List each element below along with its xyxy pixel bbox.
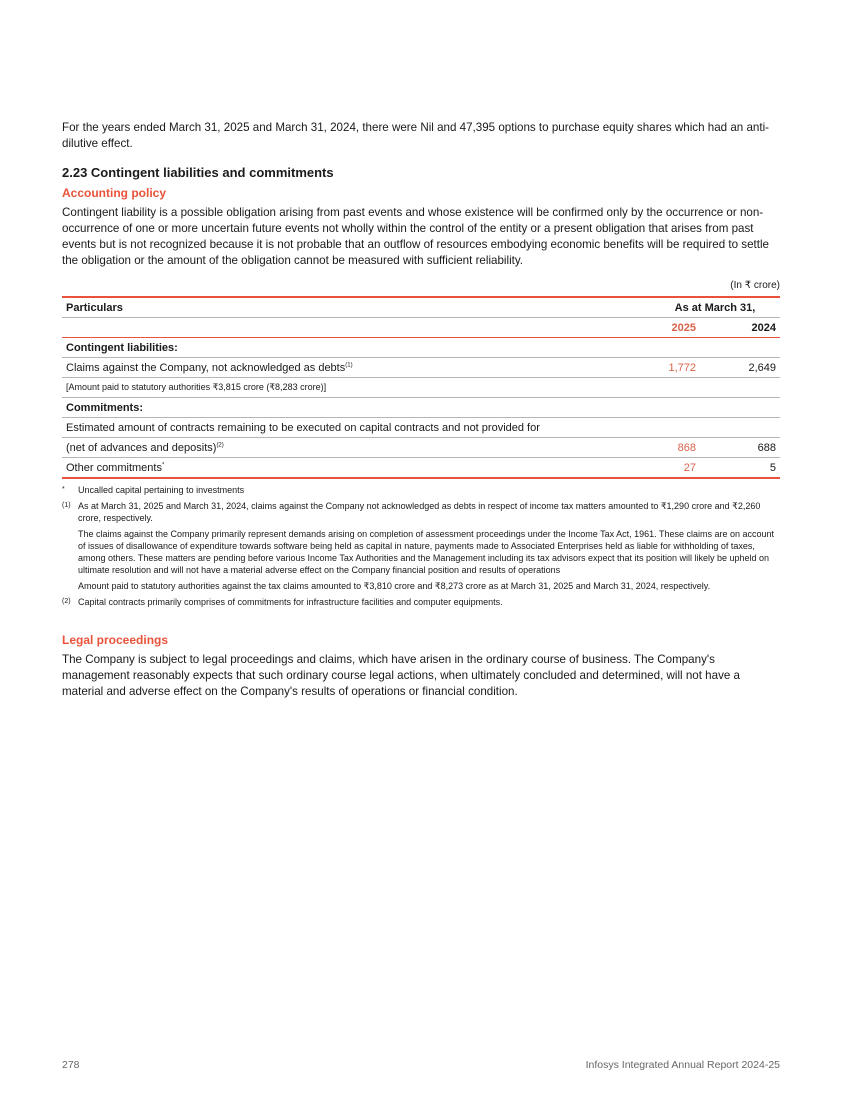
- col-2025: 2025: [614, 318, 700, 338]
- table-row: [62, 398, 780, 418]
- table-row: [62, 378, 780, 398]
- report-title: Infosys Integrated Annual Report 2024-25: [585, 1059, 780, 1071]
- estimated-line-2: (net of advances and deposits)$^{(2)}$: [62, 438, 614, 458]
- other-commitments-label: Other commitments*: [62, 458, 614, 479]
- claims-label: Claims against the Company, not acknowledged as debts$^{(1)}$: [62, 358, 614, 378]
- estimated-line-1: Estimated amount of contracts remaining to be executed on capital contracts and not provided for: [62, 418, 614, 438]
- table-row: [62, 418, 780, 438]
- page-number: 278: [62, 1059, 80, 1071]
- document-page: [62, 0, 780, 1100]
- legal-proceedings-text: The Company is subject to legal proceedings and claims, which have arisen in the ordinary course of business. The Company's management reasonably expects that such ordinary course legal actions, when ultimately concluded and determined, will not have a material and adverse effect on the Company's results of operations or financial condition.: [62, 653, 740, 698]
- col-particulars: Particulars: [62, 297, 614, 318]
- section-title: 2.23 Contingent liabilities and commitments: [62, 165, 334, 180]
- col-group-header: As at March 31,: [614, 297, 780, 318]
- footnote-1-para-3: Amount paid to statutory authorities against the tax claims amounted to ₹3,810 crore and ₹8,273 crore as at March 31, 2025 and March 31, 2024, respectively.: [78, 581, 711, 591]
- contingent-heading: Contingent liabilities:: [62, 338, 614, 358]
- footnotes: [62, 484, 780, 612]
- table-header-row: [62, 297, 780, 318]
- currency-unit: (In ₹ crore): [730, 280, 780, 291]
- amount-paid-note: [Amount paid to statutory authorities ₹3,815 crore (₹8,283 crore)]: [62, 378, 614, 398]
- estimated-2025: 868: [614, 438, 700, 458]
- accounting-policy-text: Contingent liability is a possible obligation arising from past events and whose existence will be confirmed only by the occurrence or non-occurrence of one or more uncertain future events not wholly within the control of the entity or a present obligation that arises from past events but is not recognized because it is not probable that an outflow of resources embodying economic benefits will be required to settle the obligation or the amount of the obligation cannot be measured with sufficient reliability.: [62, 206, 769, 267]
- claims-2025: 1,772: [614, 358, 700, 378]
- commitments-heading: Commitments:: [62, 398, 614, 418]
- legal-proceedings-heading: Legal proceedings: [62, 633, 169, 647]
- contingent-liabilities-table: [62, 296, 780, 479]
- estimated-2024: 688: [700, 438, 780, 458]
- accounting-policy-heading: Accounting policy: [62, 186, 167, 200]
- table-row: [62, 338, 780, 358]
- footnote-2: (2) Capital contracts primarily comprises of commitments for infrastructure facilities and computer equipments.: [62, 597, 503, 607]
- col-2024: 2024: [700, 318, 780, 338]
- other-2024: 5: [700, 458, 780, 479]
- footnote-1: (1) As at March 31, 2025 and March 31, 2024, claims against the Company not acknowledged as debts in respect of income tax matters amounted to ₹1,290 crore and ₹2,260 crore, respectively.: [62, 501, 761, 523]
- table-row: [62, 358, 780, 378]
- table-row: [62, 458, 780, 479]
- footnote-1-para-2: The claims against the Company primarily represent demands arising on completion of assessment proceedings under the Income Tax Act, 1961. These claims are on account of issues of disallowance of expenditure towards software being held as capital in nature, payments made to Associated Enterprises held as liable for withholding of taxes, among others. These matters are pending before various Income Tax Authorities and the Management including its tax advisors expect that its position will likely be upheld on ultimate resolution and will not have a material adverse effect on the Company financial position and results of operations: [78, 529, 775, 575]
- table-row: [62, 438, 780, 458]
- claims-2024: 2,649: [700, 358, 780, 378]
- footnote-star: * Uncalled capital pertaining to investments: [62, 485, 245, 495]
- intro-paragraph: For the years ended March 31, 2025 and March 31, 2024, there were Nil and 47,395 options to purchase equity shares which had an anti-dilutive effect.: [62, 121, 770, 150]
- table-year-row: [62, 318, 780, 338]
- other-2025: 27: [614, 458, 700, 479]
